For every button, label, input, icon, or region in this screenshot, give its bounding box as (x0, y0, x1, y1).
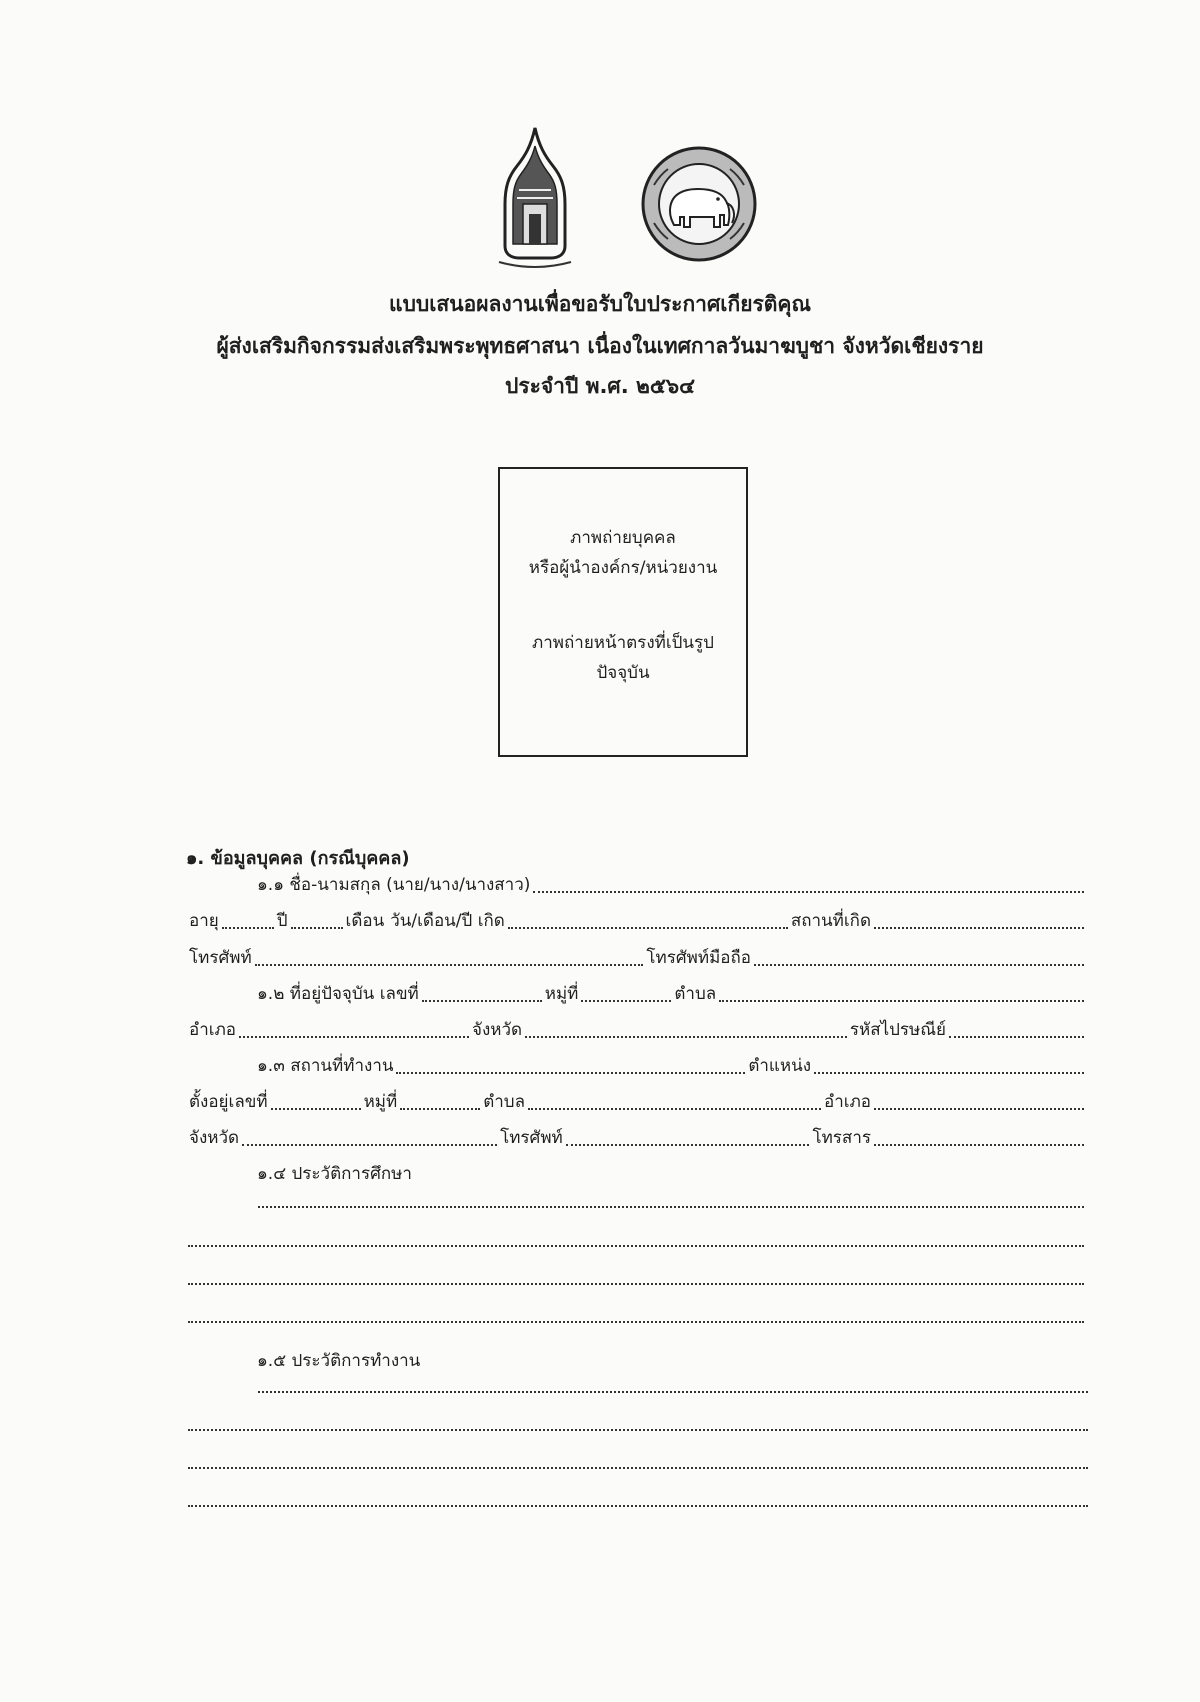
education-label: ๑.๔ ประวัติการศึกษา (257, 1164, 412, 1184)
province-label: จังหวัด (471, 1020, 523, 1040)
position-field[interactable] (814, 1071, 1084, 1074)
education-line-1[interactable] (258, 1205, 1084, 1208)
form-title-line3: ประจำปี พ.ศ. ๒๕๖๔ (504, 374, 696, 398)
mobile-label: โทรศัพท์มือถือ (646, 948, 751, 968)
elephant-seal-icon (640, 145, 758, 263)
birthdate-field[interactable] (508, 926, 788, 929)
work-history-line-1[interactable] (258, 1390, 1088, 1393)
tambon-label: ตำบล (674, 984, 717, 1004)
form-title-line1: แบบเสนอผลงานเพื่อขอรับใบประกาศเกียรติคุณ (389, 292, 811, 316)
located-label: ตั้งอยู่เลขที่ (189, 1092, 268, 1112)
photo-box-line4: ปัจจุบัน (596, 663, 650, 683)
province2-label: จังหวัด (189, 1128, 240, 1148)
section1-heading: ๑. ข้อมูลบุคคล (กรณีบุคคล) (186, 848, 410, 869)
education-line-3[interactable] (188, 1282, 1084, 1285)
house-number-field[interactable] (422, 999, 542, 1002)
phone-field[interactable] (255, 963, 644, 966)
tambon2-label: ตำบล (483, 1092, 525, 1112)
work-history-line-4[interactable] (188, 1504, 1088, 1507)
photo-placeholder-box[interactable] (498, 467, 748, 757)
moo2-label: หมู่ที่ (363, 1092, 398, 1112)
amphoe2-label: อำเภอ (824, 1092, 871, 1112)
name-row (254, 872, 1084, 898)
position-label: ตำแหน่ง (748, 1056, 811, 1076)
education-line-4[interactable] (188, 1320, 1084, 1323)
age-label: อายุ (189, 911, 219, 931)
age-row (186, 908, 1084, 934)
work-number-field[interactable] (271, 1107, 361, 1110)
postcode-field[interactable] (949, 1035, 1084, 1038)
phone-row (186, 945, 1084, 971)
mobile-field[interactable] (754, 963, 1084, 966)
education-line-2[interactable] (188, 1244, 1084, 1247)
amphoe-label: อำเภอ (189, 1020, 236, 1040)
workplace-field[interactable] (396, 1071, 745, 1074)
work-province-field[interactable] (242, 1143, 497, 1146)
fax-label: โทรสาร (812, 1128, 871, 1148)
amphoe-row (186, 1017, 1084, 1043)
workplace-row (254, 1053, 1084, 1079)
month-label: เดือน (345, 911, 385, 931)
photo-box-line1: ภาพถ่ายบุคคล (570, 528, 676, 548)
birthdate-label: วัน/เดือน/ปี เกิด (390, 911, 505, 931)
moo-field[interactable] (581, 999, 671, 1002)
phone2-label: โทรศัพท์ (500, 1128, 563, 1148)
work-history-line-3[interactable] (188, 1466, 1088, 1469)
work-tambon-field[interactable] (528, 1107, 821, 1110)
birthplace-field[interactable] (874, 926, 1084, 929)
work-history-line-2[interactable] (188, 1428, 1088, 1431)
fax-field[interactable] (874, 1143, 1084, 1146)
postcode-label: รหัสไปรษณีย์ (849, 1020, 946, 1040)
workplace-label: ๑.๓ สถานที่ทำงาน (257, 1056, 394, 1076)
work-history-label: ๑.๕ ประวัติการทำงาน (257, 1351, 421, 1371)
province-field[interactable] (525, 1035, 847, 1038)
year-label: ปี (276, 911, 288, 931)
work-amphoe-field[interactable] (874, 1107, 1084, 1110)
form-title-line2: ผู้ส่งเสริมกิจกรรมส่งเสริมพระพุทธศาสนา เนื่องในเทศกาลวันมาฆบูชา จังหวัดเชียงราย (216, 334, 984, 358)
birthplace-label: สถานที่เกิด (790, 911, 871, 931)
work-moo-field[interactable] (400, 1107, 480, 1110)
moo-label: หมู่ที่ (544, 984, 579, 1004)
located-row (186, 1089, 1084, 1115)
address-row (254, 981, 1084, 1007)
name-field[interactable] (533, 890, 1084, 893)
temple-emblem-icon (495, 126, 575, 268)
name-label: ๑.๑ ชื่อ-นามสกุล (นาย/นาง/นางสาว) (257, 875, 531, 895)
photo-box-line2: หรือผู้นำองค์กร/หน่วยงาน (528, 558, 718, 578)
tambon-field[interactable] (719, 999, 1084, 1002)
address-label: ๑.๒ ที่อยู่ปัจจุบัน เลขที่ (257, 984, 419, 1004)
province2-row (186, 1125, 1084, 1151)
photo-box-line3: ภาพถ่ายหน้าตรงที่เป็นรูป (532, 633, 714, 653)
phone-label: โทรศัพท์ (189, 948, 252, 968)
amphoe-field[interactable] (239, 1035, 469, 1038)
work-phone-field[interactable] (566, 1143, 810, 1146)
age-field[interactable] (222, 926, 274, 929)
age-month-field[interactable] (291, 926, 343, 929)
